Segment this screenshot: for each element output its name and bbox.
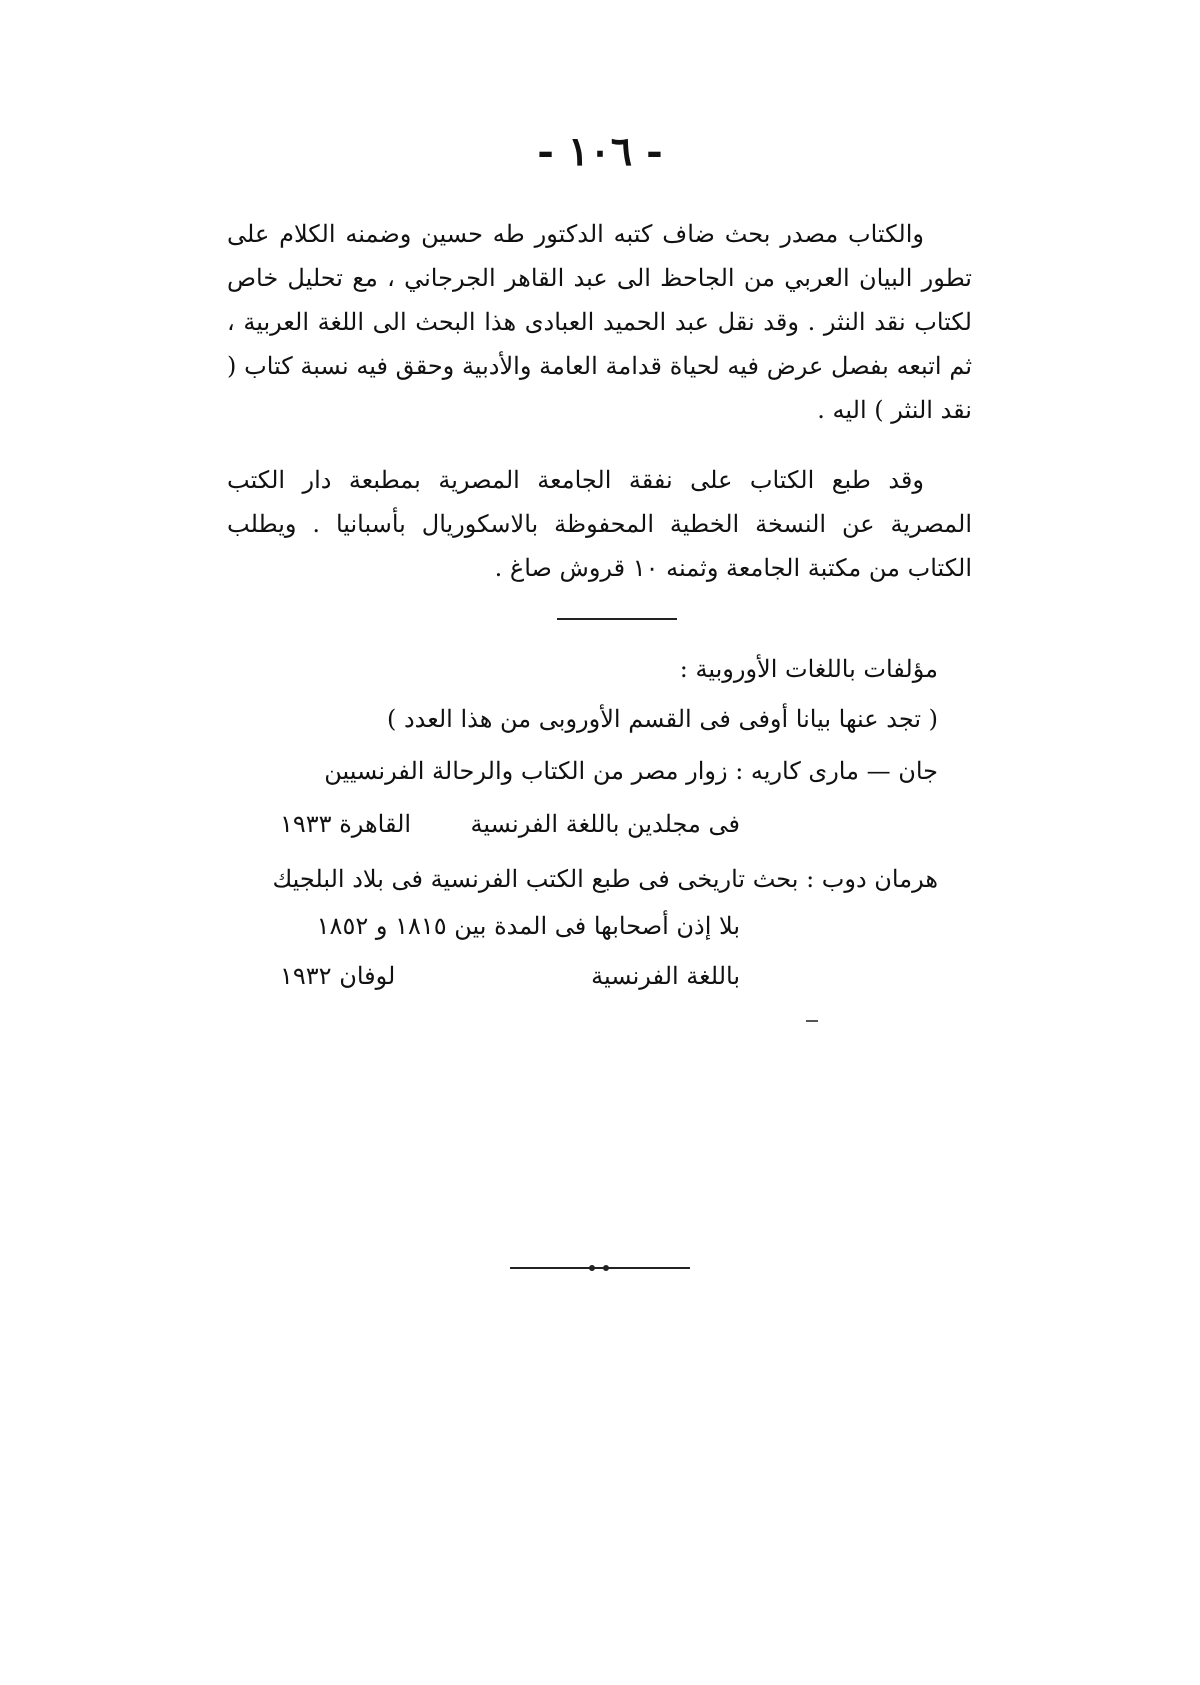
- bibliography-heading: مؤلفات باللغات الأوروبية :: [679, 655, 938, 683]
- bibliography-entry-language: فى مجلدين باللغة الفرنسية: [470, 810, 740, 838]
- bibliography-entry-title: جان — مارى كاريه : زوار مصر من الكتاب والرحالة الفرنسيين: [324, 757, 938, 785]
- paragraph-text: وقد طبع الكتاب على نفقة الجامعة المصرية بمطبعة دار الكتب المصرية عن النسخة الخطية المحفوظة بالاسكوريال بأسبانيا . ويطلب الكتاب من مكتبة الجامعة وثمنه ١٠ قروش صاغ .: [227, 466, 972, 582]
- print-speck: [806, 1020, 818, 1022]
- bibliography-entry-language: باللغة الفرنسية: [591, 962, 740, 990]
- paragraph-publication: [227, 458, 972, 590]
- section-divider: [557, 618, 677, 620]
- bibliography-entry-title: هرمان دوب : بحث تاريخى فى طبع الكتب الفرنسية فى بلاد البلجيك: [272, 865, 938, 893]
- paragraph-text: والكتاب مصدر بحث ضاف كتبه الدكتور طه حسين وضمنه الكلام على تطور البيان العربي من الجاحظ الى عبد القاهر الجرجاني ، مع تحليل خاص لكتاب نقد النثر . وقد نقل عبد الحميد العبادى هذا البحث الى اللغة العربية ، ثم اتبعه بفصل عرض فيه لحياة قدامة العامة والأدبية وحقق فيه نسبة كتاب ( نقد النثر ) اليه .: [227, 220, 972, 424]
- bibliography-entry-place-year: القاهرة ١٩٣٣: [280, 810, 412, 838]
- page-number: - ١٠٦ -: [537, 128, 663, 175]
- paragraph-description: [227, 212, 972, 432]
- ornament-divider: [510, 1262, 690, 1274]
- bibliography-entry-place-year: لوفان ١٩٣٢: [280, 962, 396, 990]
- bibliography-entry-title-continued: بلا إذن أصحابها فى المدة بين ١٨١٥ و ١٨٥٢: [316, 912, 740, 940]
- bibliography-note: ( تجد عنها بيانا أوفى فى القسم الأوروبى من هذا العدد ): [387, 705, 938, 733]
